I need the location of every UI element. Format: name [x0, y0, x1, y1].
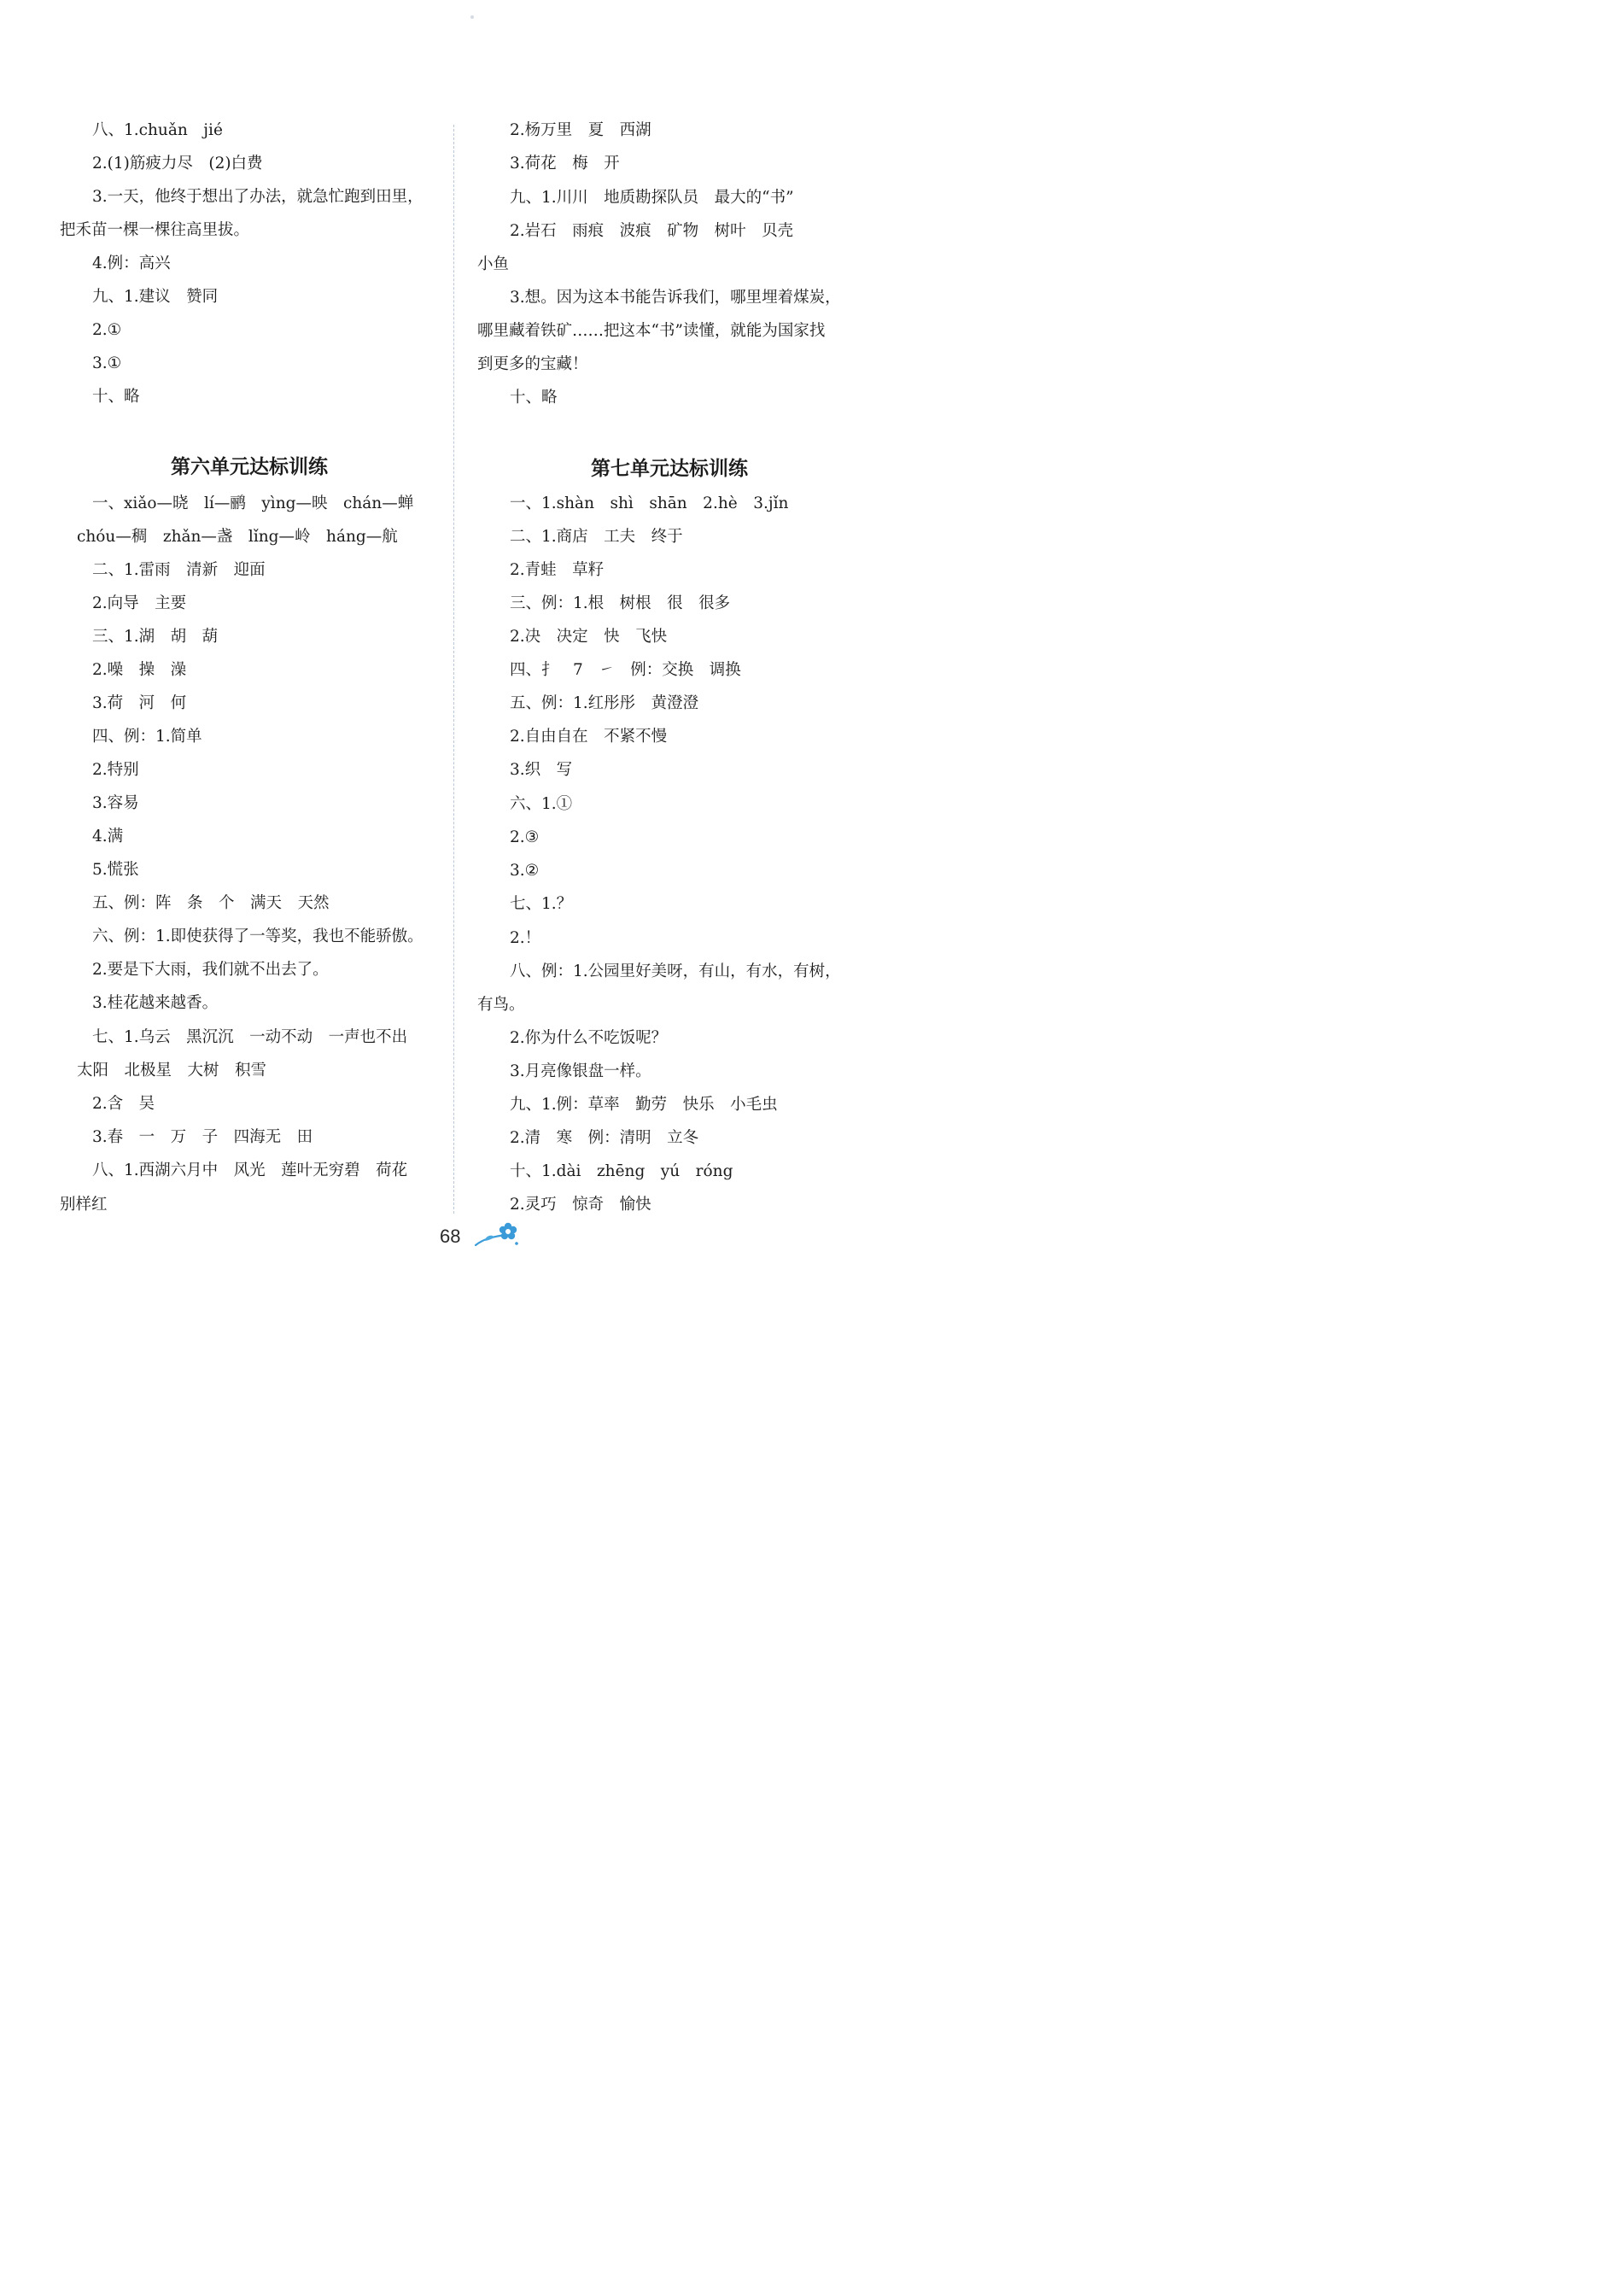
page-number: 68	[440, 1226, 461, 1247]
answer-line: 小鱼	[477, 255, 510, 273]
answer-line: 六、1.①	[510, 795, 573, 813]
answer-line: 二、1.商店 工夫 终于	[510, 528, 683, 546]
answer-line: 六、例：1.即使获得了一等奖，我也不能骄傲。	[92, 927, 424, 945]
answer-line: 到更多的宝藏！	[477, 355, 588, 373]
flower-icon	[474, 1220, 520, 1250]
answer-line: 2.向导 主要	[92, 594, 187, 612]
answer-line: 2.决 决定 快 飞快	[510, 628, 668, 646]
answer-line: 有鸟。	[477, 996, 525, 1014]
answer-line: 八、1.西湖六月中 风光 莲叶无穷碧 荷花	[92, 1161, 408, 1179]
answer-line: 2.！	[510, 929, 541, 947]
answer-line: 2.特别	[92, 761, 139, 779]
answer-line: 把禾苗一棵一棵往高里拔。	[60, 221, 250, 239]
answer-line: 3.荷花 梅 开	[510, 155, 620, 173]
answer-line: 3.月亮像银盘一样。	[510, 1062, 651, 1080]
answer-line: 3.①	[92, 354, 122, 372]
dot-mark-icon	[469, 14, 476, 20]
answer-line: 哪里藏着铁矿……把这本“书”读懂，就能为国家找	[477, 322, 826, 340]
answer-line: 十、略	[92, 388, 140, 406]
answer-line: 2.杨万里 夏 西湖	[510, 121, 651, 139]
answer-line: 3.织 写	[510, 761, 573, 779]
answer-line: 九、1.川川 地质勘探队员 最大的“书”	[510, 189, 794, 207]
answer-line: 4.满	[92, 828, 124, 845]
column-divider	[453, 125, 454, 1214]
answer-line: chóu—稠 zhǎn—盏 lǐng—岭 háng—航	[77, 528, 398, 546]
answer-line: 五、例：1.红彤彤 黄澄澄	[510, 694, 699, 712]
answer-line: 一、xiǎo—晓 lí—鹂 yìng—映 chán—蝉	[92, 494, 414, 512]
answer-line: 2.③	[510, 828, 540, 846]
answer-line: 2.灵巧 惊奇 愉快	[510, 1196, 651, 1214]
answer-line: 2.(1)筋疲力尽 (2)白费	[92, 155, 263, 173]
answer-line: 5.慌张	[92, 861, 139, 879]
answer-line: 3.荷 河 何	[92, 694, 187, 712]
answer-line: 2.含 吴	[92, 1095, 155, 1113]
answer-line: 3.想。因为这本书能告诉我们，哪里埋着煤炭，	[510, 289, 841, 307]
answer-line: 2.你为什么不吃饭呢？	[510, 1029, 668, 1047]
answer-line: 九、1.建议 赞同	[92, 288, 219, 306]
answer-line: 七、1.？	[510, 895, 573, 913]
answer-line: 2.要是下大雨，我们就不出去了。	[92, 961, 329, 979]
answer-line: 4.例：高兴	[92, 255, 171, 272]
answer-line: 二、1.雷雨 清新 迎面	[92, 561, 266, 579]
answer-line: 四、扌 7 ㇀ 例：交换 调换	[510, 661, 741, 679]
answer-line: 3.②	[510, 862, 540, 880]
answer-line: 三、例：1.根 树根 很 很多	[510, 594, 731, 612]
answer-line: 别样红	[60, 1196, 108, 1214]
answer-line: 2.岩石 雨痕 波痕 矿物 树叶 贝壳	[510, 222, 794, 240]
answer-line: 太阳 北极星 大树 积雪	[77, 1062, 267, 1079]
answer-line: 四、例：1.简单	[92, 728, 202, 746]
answer-line: 3.桂花越来越香。	[92, 994, 219, 1012]
answer-line: 十、略	[510, 389, 558, 407]
answer-line: 3.容易	[92, 794, 139, 812]
answer-line: 八、1.chuǎn jié	[92, 121, 223, 139]
answer-line: 三、1.湖 胡 葫	[92, 628, 219, 646]
answer-line: 九、1.例：草率 勤劳 快乐 小毛虫	[510, 1096, 778, 1114]
answer-line: 3.一天，他终于想出了办法，就急忙跑到田里，	[92, 188, 424, 206]
section-title: 第六单元达标训练	[171, 456, 328, 478]
answer-line: 五、例：阵 条 个 满天 天然	[92, 894, 330, 912]
section-title: 第七单元达标训练	[591, 458, 748, 480]
answer-line: 2.清 寒 例：清明 立冬	[510, 1129, 699, 1147]
answer-line: 十、1.dài zhēng yú róng	[510, 1162, 733, 1180]
answer-line: 八、例：1.公园里好美呀，有山，有水，有树，	[510, 962, 841, 980]
answer-line: 一、1.shàn shì shān 2.hè 3.jǐn	[510, 494, 789, 512]
answer-line: 2.噪 操 澡	[92, 661, 187, 679]
answer-line: 3.春 一 万 子 四海无 田	[92, 1128, 313, 1146]
answer-line: 2.青蛙 草籽	[510, 561, 605, 579]
answer-line: 七、1.乌云 黑沉沉 一动不动 一声也不出	[92, 1028, 408, 1046]
answer-line: 2.自由自在 不紧不慢	[510, 728, 668, 746]
answer-line: 2.①	[92, 321, 122, 339]
